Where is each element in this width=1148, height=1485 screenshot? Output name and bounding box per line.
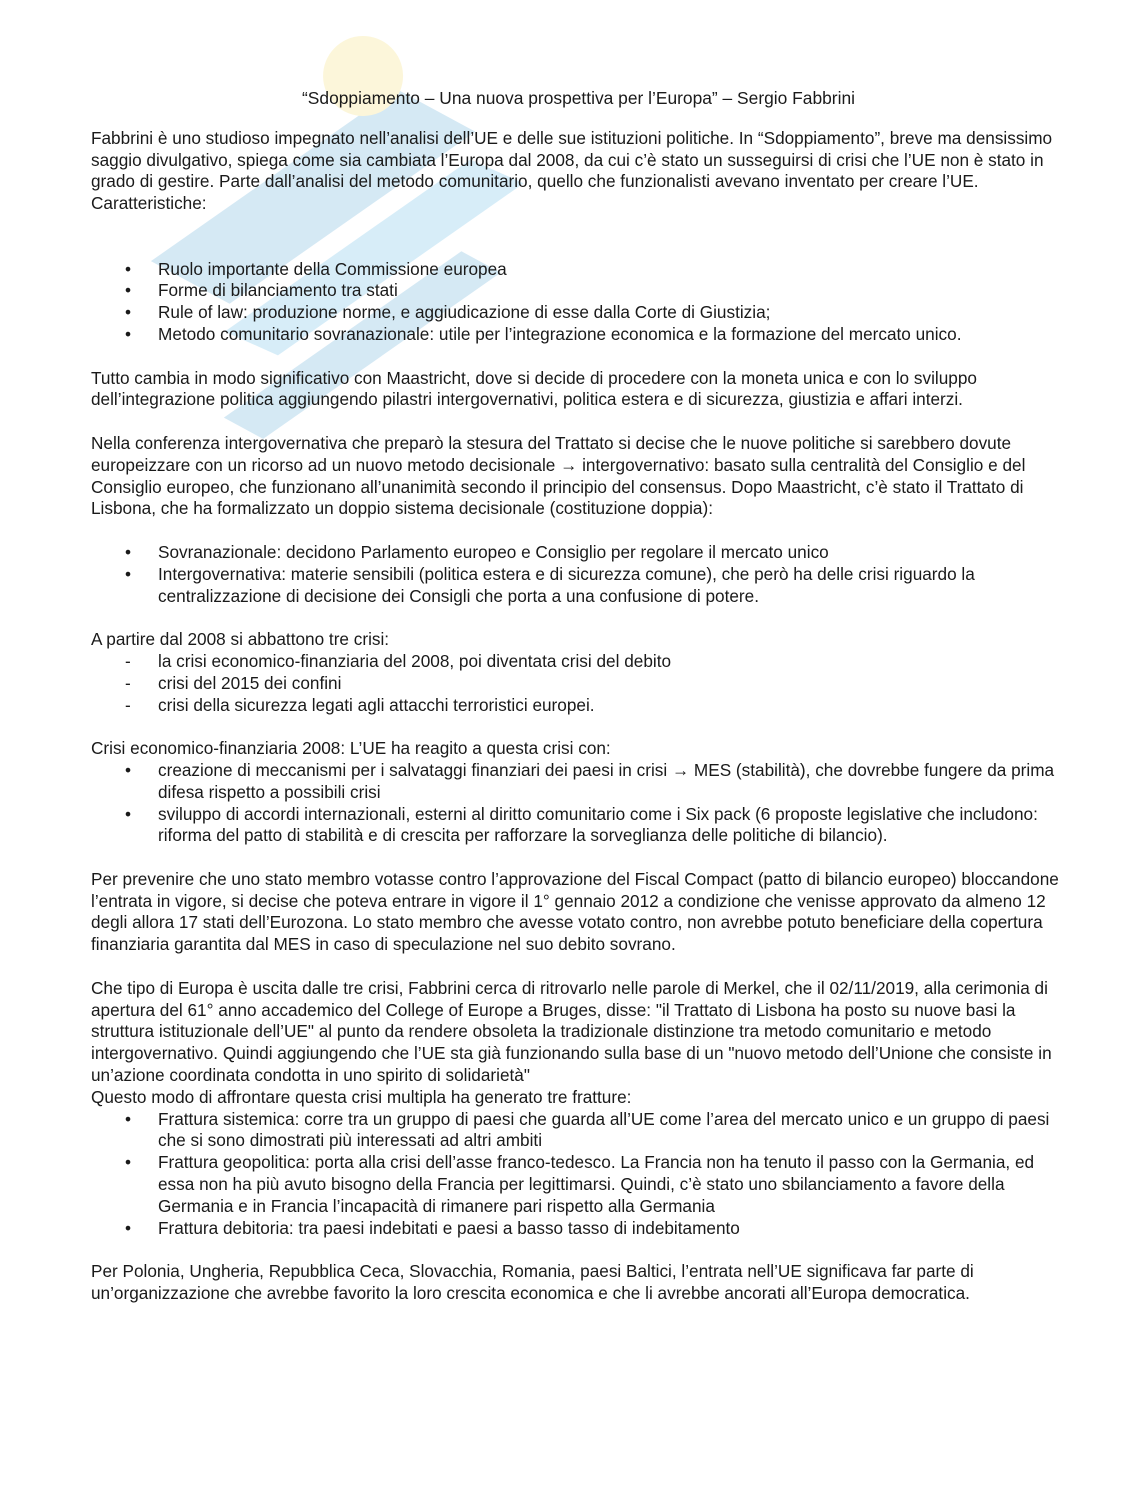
bullet-marker xyxy=(125,302,145,324)
list-item: • Ruolo importante della Commissione europea xyxy=(91,259,1066,281)
dash-marker xyxy=(125,651,145,673)
list-item: • Forme di bilanciamento tra stati xyxy=(91,280,1066,302)
bullet-marker xyxy=(125,760,145,782)
conference-paragraph: Nella conferenza intergovernativa che preparò la stesura del Trattato si decise che le nuove politiche si sarebbero dovute europeizzare con un ricorso ad un nuovo metodo decisionale → intergovernativo: basato sulla centralità del Consiglio e del Consiglio europeo, che funzionano all’unanimità secondo il principio del consensus. Dopo Maastricht, c’è stato il Trattato di Lisbona, che ha formalizzato un doppio sistema decisionale (costituzione doppia): xyxy=(91,432,1026,519)
bullet-marker xyxy=(125,259,145,281)
merkel-paragraph: Che tipo di Europa è uscita dalle tre crisi, Fabbrini cerca di ritrovarlo nelle parole di Merkel, che il 02/11/2019, alla cerimonia di apertura del 61° anno accademico del College of Europe a Bruges, disse: "il Trattato di Lisbona ha posto su nuove basi la struttura istituzionale dell’UE" al punto da rendere obsoleta la tradizionale distinzione tra metodo comunitario e metodo intergovernativo. Quindi aggiungendo che l’UE sta già funzionando sulla base di un "nuovo metodo dell’Unione che consiste in un’azione coordinata condotta in uno spirito di solidarietà" xyxy=(91,977,1052,1086)
list-item: • Frattura debitoria: tra paesi indebitati e paesi a basso tasso di indebitamento xyxy=(91,1218,1066,1240)
list-item: • Sovranazionale: decidono Parlamento europeo e Consiglio per regolare il mercato unico xyxy=(91,542,1066,564)
bullet-marker xyxy=(125,324,145,346)
list-item: • Frattura sistemica: corre tra un gruppo di paesi che guarda all’UE come l’area del mercato unico e un gruppo di paesi che si sono dimostrati più interessati ad altri ambiti xyxy=(91,1109,1066,1153)
bullet-marker xyxy=(125,1152,145,1174)
list-item: • Metodo comunitario sovranazionale: utile per l’integrazione economica e la formazione del mercato unico. xyxy=(91,324,1066,346)
fiscal-paragraph: Per prevenire che uno stato membro votasse contro l’approvazione del Fiscal Compact (patto di bilancio europeo) bloccandone l’entrata in vigore, si decise che poteva entrare in vigore il 1° gennaio 2012 a condizione che venisse approvato da almeno 12 degli allora 17 stati dell’Eurozona. Lo stato membro che avesse votato contro, non avrebbe potuto beneficiare della copertura finanziaria garantita dal MES in caso di speculazione nel suo debito sovrano. xyxy=(91,868,1059,955)
document-page xyxy=(91,88,1066,1305)
bullet-marker xyxy=(125,280,145,302)
bullet-marker xyxy=(125,804,145,826)
list-item: • Frattura geopolitica: porta alla crisi dell’asse franco-tedesco. La Francia non ha tenuto il passo con la Germania, ed essa non ha più avuto bisogno della Francia per legittimarsi. Quindi, c’è stato uno sbilanciamento a favore della Germania e in Francia l’incapacità di rimanere pari rispetto alla Germania xyxy=(91,1152,1066,1217)
list-item: - la crisi economico-finanziaria del 2008, poi diventata crisi del debito xyxy=(91,651,1066,673)
list-item: • Intergovernativa: materie sensibili (politica estera e di sicurezza comune), che però ha delle crisi riguardo la centralizzazione di decisione dei Consigli che porta a una confusione di potere. xyxy=(91,564,1066,608)
financial-list xyxy=(91,760,1066,847)
list-item: • creazione di meccanismi per i salvataggi finanziari dei paesi in crisi → MES (stabilità), che dovrebbe fungere da prima difesa rispetto a possibili crisi xyxy=(91,760,1066,804)
dash-marker xyxy=(125,695,145,717)
dash-marker xyxy=(125,673,145,695)
bullet-marker xyxy=(125,542,145,564)
features-list xyxy=(91,259,1066,346)
bullet-marker xyxy=(125,564,145,586)
systems-list xyxy=(91,542,1066,607)
financial-intro: Crisi economico-finanziaria 2008: L’UE ha reagito a questa crisi con: xyxy=(91,738,611,759)
fractures-intro: Questo modo di affrontare questa crisi multipla ha generato tre fratture: xyxy=(91,1086,632,1107)
list-item: • Rule of law: produzione norme, e aggiudicazione di esse dalla Corte di Giustizia; xyxy=(91,302,1066,324)
maastricht-paragraph: Tutto cambia in modo significativo con Maastricht, dove si decide di procedere con la moneta unica e con lo sviluppo dell’integrazione politica aggiungendo pilastri intergovernativi, politica estera e di sicurezza, giustizia e affari interzi. xyxy=(91,367,977,410)
intro-paragraph: Fabbrini è uno studioso impegnato nell’analisi dell’UE e delle sue istituzioni politiche. In “Sdoppiamento”, breve ma densissimo saggio divulgativo, spiega come sia cambiata l’Europa dal 2008, da cui c’è stato un susseguirsi di crisi che l’UE non è stato in grado di gestire. Parte dall’analisi del metodo comunitario, quello che funzionalisti avevano inventato per creare l’UE. Caratteristiche: xyxy=(91,127,1053,214)
document-title: “Sdoppiamento – Una nuova prospettiva per l’Europa” – Sergio Fabbrini xyxy=(302,88,855,108)
crises-list xyxy=(91,651,1066,716)
list-item: - crisi della sicurezza legati agli attacchi terroristici europei. xyxy=(91,695,1066,717)
bullet-marker xyxy=(125,1218,145,1240)
closing-paragraph: Per Polonia, Ungheria, Repubblica Ceca, Slovacchia, Romania, paesi Baltici, l’entrata nell’UE significava far parte di un’organizzazione che avrebbe favorito la loro crescita economica e che li avrebbe ancorati all’Europa democratica. xyxy=(91,1261,974,1304)
list-item: - crisi del 2015 dei confini xyxy=(91,673,1066,695)
crises-intro: A partire dal 2008 si abbattono tre crisi: xyxy=(91,629,390,650)
list-item: • sviluppo di accordi internazionali, esterni al diritto comunitario come i Six pack (6 proposte legislative che includono: riforma del patto di stabilità e di crescita per rafforzare la sorveglianza delle politiche di bilancio). xyxy=(91,804,1066,848)
fractures-list xyxy=(91,1109,1066,1240)
bullet-marker xyxy=(125,1109,145,1131)
